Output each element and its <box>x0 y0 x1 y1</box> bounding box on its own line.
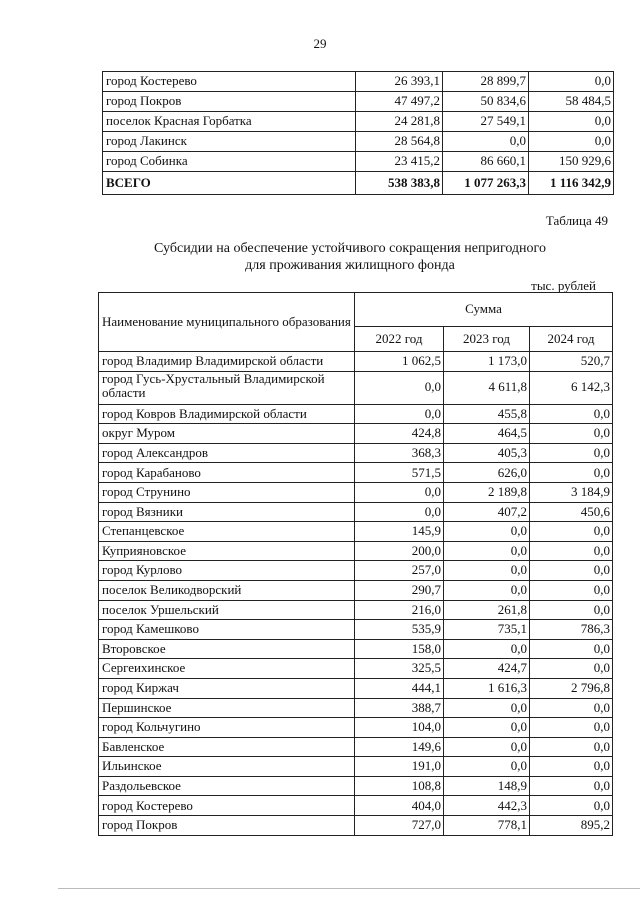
cell-2023: 4 611,8 <box>444 371 530 404</box>
cell-municipality: город Вязники <box>99 502 355 522</box>
table-row <box>99 443 613 463</box>
table-row <box>99 698 613 718</box>
cell-2023: 455,8 <box>444 404 530 424</box>
cell-2024: 0,0 <box>530 737 613 757</box>
cell-2024: 520,7 <box>530 352 613 372</box>
cell-municipality: город Покров <box>103 92 356 112</box>
table-row <box>99 404 613 424</box>
cell-municipality: город Собинка <box>103 152 356 172</box>
table-row <box>99 620 613 640</box>
cell-municipality: поселок Великодворский <box>99 580 355 600</box>
table-title-line-1: Субсидии на обеспечение устойчивого сокращения непригодного <box>154 241 546 256</box>
cell-2023: 1 173,0 <box>444 352 530 372</box>
cell-2024: 0,0 <box>530 522 613 542</box>
cell-municipality: город Камешково <box>99 620 355 640</box>
cell-2024: 895,2 <box>530 816 613 836</box>
table-row <box>103 132 614 152</box>
cell-2024: 0,0 <box>530 541 613 561</box>
table-row <box>103 92 614 112</box>
cell-municipality: Бавленское <box>99 737 355 757</box>
cell-municipality: поселок Уршельский <box>99 600 355 620</box>
cell-municipality: город Покров <box>99 816 355 836</box>
cell-2022: 538 383,8 <box>356 172 443 195</box>
cell-2024: 0,0 <box>529 132 614 152</box>
cell-2022: 23 415,2 <box>356 152 443 172</box>
cell-2024: 0,0 <box>530 404 613 424</box>
cell-municipality: Ильинское <box>99 757 355 777</box>
cell-2023: 0,0 <box>444 580 530 600</box>
table-header <box>99 293 613 352</box>
table-row <box>99 580 613 600</box>
table-title <box>100 240 600 274</box>
cell-municipality: ВСЕГО <box>103 172 356 195</box>
cell-municipality: город Курлово <box>99 561 355 581</box>
cell-municipality: город Костерево <box>103 72 356 92</box>
cell-2024: 786,3 <box>530 620 613 640</box>
cell-2022: 104,0 <box>355 718 444 738</box>
table-title-line-2: для проживания жилищного фонда <box>245 258 455 273</box>
table-row <box>99 816 613 836</box>
subsidies-table <box>98 292 613 836</box>
cell-2023: 735,1 <box>444 620 530 640</box>
cell-municipality: Куприяновское <box>99 541 355 561</box>
table-row <box>103 72 614 92</box>
cell-2022: 47 497,2 <box>356 92 443 112</box>
table-row <box>99 541 613 561</box>
cell-municipality: город Киржач <box>99 678 355 698</box>
cell-2024: 0,0 <box>530 639 613 659</box>
table-row <box>99 463 613 483</box>
cell-municipality: город Ковров Владимирской области <box>99 404 355 424</box>
cell-2024: 0,0 <box>530 424 613 444</box>
cell-2023: 626,0 <box>444 463 530 483</box>
cell-2022: 535,9 <box>355 620 444 640</box>
cell-municipality: округ Муром <box>99 424 355 444</box>
cell-2022: 149,6 <box>355 737 444 757</box>
cell-municipality: Першинское <box>99 698 355 718</box>
cell-2023: 27 549,1 <box>443 112 529 132</box>
cell-2022: 325,5 <box>355 659 444 679</box>
table-row <box>99 678 613 698</box>
cell-2023: 442,3 <box>444 796 530 816</box>
cell-2022: 145,9 <box>355 522 444 542</box>
cell-municipality: город Лакинск <box>103 132 356 152</box>
cell-municipality: город Кольчугино <box>99 718 355 738</box>
table-row <box>99 639 613 659</box>
cell-2022: 424,8 <box>355 424 444 444</box>
cell-2024: 0,0 <box>530 600 613 620</box>
cell-2022: 0,0 <box>355 404 444 424</box>
continued-table-body <box>103 72 614 195</box>
cell-2023: 0,0 <box>444 522 530 542</box>
cell-2023: 0,0 <box>443 132 529 152</box>
header-year-2024: 2024 год <box>530 327 613 352</box>
cell-2023: 148,9 <box>444 776 530 796</box>
cell-2022: 444,1 <box>355 678 444 698</box>
cell-2022: 28 564,8 <box>356 132 443 152</box>
table-row <box>103 172 614 195</box>
cell-2023: 1 077 263,3 <box>443 172 529 195</box>
cell-municipality: Сергеихинское <box>99 659 355 679</box>
cell-2024: 58 484,5 <box>529 92 614 112</box>
cell-2023: 0,0 <box>444 639 530 659</box>
units-label: тыс. рублей <box>531 278 596 293</box>
cell-2024: 0,0 <box>530 698 613 718</box>
cell-2024: 2 796,8 <box>530 678 613 698</box>
table-row <box>99 424 613 444</box>
cell-2023: 1 616,3 <box>444 678 530 698</box>
cell-2022: 404,0 <box>355 796 444 816</box>
cell-2023: 50 834,6 <box>443 92 529 112</box>
cell-municipality: Степанцевское <box>99 522 355 542</box>
cell-2022: 388,7 <box>355 698 444 718</box>
cell-2024: 0,0 <box>530 580 613 600</box>
cell-2022: 0,0 <box>355 502 444 522</box>
table-row <box>99 776 613 796</box>
cell-municipality: город Костерево <box>99 796 355 816</box>
cell-2022: 108,8 <box>355 776 444 796</box>
cell-2022: 1 062,5 <box>355 352 444 372</box>
cell-2024: 0,0 <box>530 443 613 463</box>
cell-2022: 571,5 <box>355 463 444 483</box>
cell-2023: 407,2 <box>444 502 530 522</box>
table-row <box>99 737 613 757</box>
table-row <box>99 659 613 679</box>
table-row <box>103 152 614 172</box>
table-row <box>99 371 613 404</box>
header-name-column: Наименование муниципального образования <box>99 293 355 352</box>
cell-2024: 0,0 <box>529 112 614 132</box>
cell-2023: 464,5 <box>444 424 530 444</box>
cell-2023: 2 189,8 <box>444 482 530 502</box>
table-row <box>99 352 613 372</box>
table-row <box>99 796 613 816</box>
cell-2024: 450,6 <box>530 502 613 522</box>
cell-2022: 727,0 <box>355 816 444 836</box>
table-row <box>99 522 613 542</box>
cell-2024: 0,0 <box>530 757 613 777</box>
cell-2024: 0,0 <box>529 72 614 92</box>
cell-2023: 28 899,7 <box>443 72 529 92</box>
cell-2024: 150 929,6 <box>529 152 614 172</box>
cell-2023: 86 660,1 <box>443 152 529 172</box>
cell-2024: 0,0 <box>530 561 613 581</box>
cell-municipality: город Александров <box>99 443 355 463</box>
cell-2022: 290,7 <box>355 580 444 600</box>
cell-2022: 0,0 <box>355 482 444 502</box>
continued-table <box>102 71 614 195</box>
header-sum: Сумма <box>355 293 613 327</box>
header-year-2023: 2023 год <box>444 327 530 352</box>
cell-2023: 778,1 <box>444 816 530 836</box>
cell-municipality: Втоpовское <box>99 639 355 659</box>
cell-municipality: Раздольевское <box>99 776 355 796</box>
cell-2024: 3 184,9 <box>530 482 613 502</box>
cell-2024: 0,0 <box>530 776 613 796</box>
cell-2023: 424,7 <box>444 659 530 679</box>
cell-2022: 24 281,8 <box>356 112 443 132</box>
cell-2024: 0,0 <box>530 659 613 679</box>
table-row <box>103 112 614 132</box>
header-year-2022: 2022 год <box>355 327 444 352</box>
cell-2023: 0,0 <box>444 718 530 738</box>
cell-municipality: поселок Красная Горбатка <box>103 112 356 132</box>
cell-2024: 0,0 <box>530 796 613 816</box>
cell-2022: 216,0 <box>355 600 444 620</box>
table-row <box>99 561 613 581</box>
cell-municipality: город Струнино <box>99 482 355 502</box>
cell-2023: 0,0 <box>444 541 530 561</box>
cell-2024: 6 142,3 <box>530 371 613 404</box>
table-body <box>99 352 613 836</box>
table-number: Таблица 49 <box>545 213 608 228</box>
table-row <box>99 600 613 620</box>
cell-2024: 1 116 342,9 <box>529 172 614 195</box>
table-row <box>99 502 613 522</box>
cell-2024: 0,0 <box>530 463 613 483</box>
cell-2022: 0,0 <box>355 371 444 404</box>
cell-municipality: город Владимир Владимирской области <box>99 352 355 372</box>
cell-2023: 0,0 <box>444 698 530 718</box>
table-row <box>99 482 613 502</box>
cell-2023: 0,0 <box>444 561 530 581</box>
table-row <box>99 718 613 738</box>
cell-2023: 0,0 <box>444 757 530 777</box>
cell-2022: 26 393,1 <box>356 72 443 92</box>
cell-2023: 261,8 <box>444 600 530 620</box>
cell-2022: 191,0 <box>355 757 444 777</box>
cell-2023: 0,0 <box>444 737 530 757</box>
cell-2022: 257,0 <box>355 561 444 581</box>
cell-2022: 368,3 <box>355 443 444 463</box>
cell-municipality: город Гусь-Хрустальный Владимирской области <box>99 371 355 404</box>
cell-municipality: город Карабаново <box>99 463 355 483</box>
cell-2022: 200,0 <box>355 541 444 561</box>
page-number: 29 <box>313 36 327 51</box>
cell-2022: 158,0 <box>355 639 444 659</box>
page-bottom-rule <box>58 888 640 889</box>
cell-2024: 0,0 <box>530 718 613 738</box>
table-row <box>99 757 613 777</box>
cell-2023: 405,3 <box>444 443 530 463</box>
